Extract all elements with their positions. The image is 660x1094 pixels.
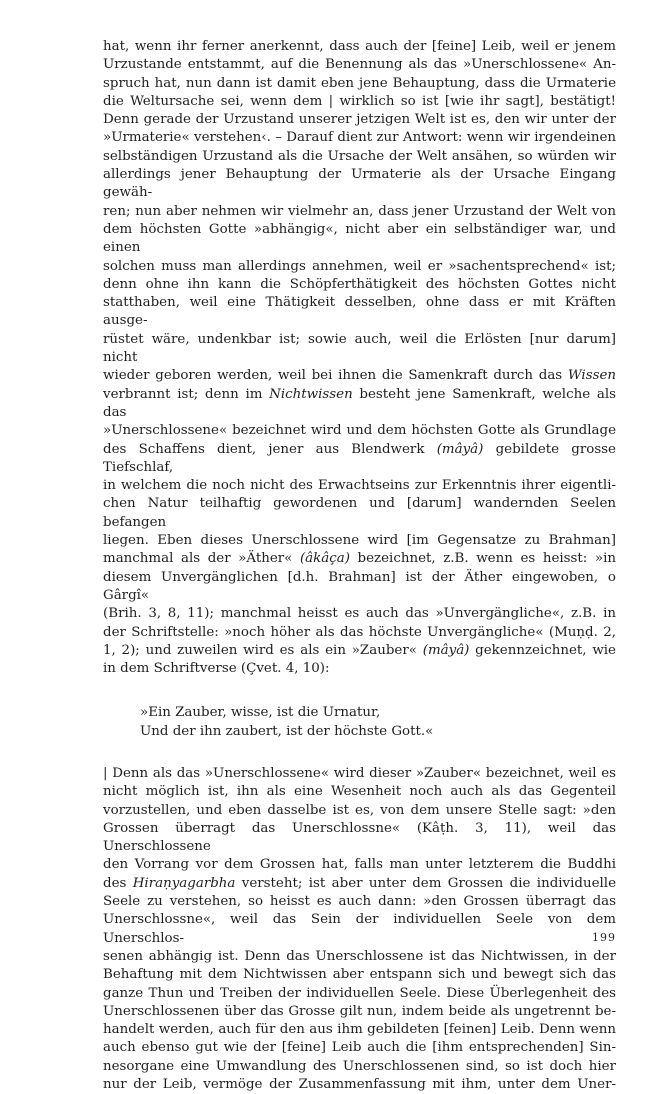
text-line: »Ein Zauber, wisse, ist die Urnatur,	[140, 705, 381, 721]
text-line: Behaftung mit dem Nichtwissen aber entspann sich und bewegt sich das	[103, 967, 616, 983]
text-line: 1, 2); und zuweilen wird es als ein »Zauber« (mâyâ) gekennzeichnet, wie	[103, 642, 616, 658]
paragraph-opening	[103, 38, 616, 678]
text-line: nesorgane eine Umwandlung des Unerschlossenen sind, so ist doch hier	[103, 1058, 616, 1074]
text-line: vorzustellen, und eben dasselbe ist es, von dem unsere Stelle sagt: »den	[103, 802, 616, 818]
text-line: wieder geboren werden, weil bei ihnen die Samenkraft durch das Wissen	[103, 368, 616, 384]
text-line: solchen muss man allerdings annehmen, weil er »sachentsprechend« ist;	[103, 258, 616, 274]
text-line: den Vorrang vor dem Grossen hat, falls man unter letzterem die Buddhi	[103, 857, 616, 873]
text-line: spruch hat, nun dann ist damit eben jene Behauptung, dass die Urmaterie	[103, 75, 616, 91]
text-line: Und der ihn zaubert, ist der höchste Gott.«	[140, 723, 434, 739]
text-line: auch ebenso gut wie der [feine] Leib auch die [ihm entsprechenden] Sin-	[103, 1040, 616, 1056]
text-line: Seele zu verstehen, so heisst es auch dann: »den Grossen überragt das	[103, 894, 616, 910]
text-line: handelt werden, auch für den aus ihm gebildeten [feinen] Leib. Denn wenn	[103, 1022, 616, 1038]
text-line: ren; nun aber nehmen wir vielmehr an, dass jener Urzustand der Welt von	[103, 203, 616, 219]
text-line: senen abhängig ist. Denn das Unerschlossene ist das Nichtwissen, in der	[103, 948, 616, 964]
text-line: Unerschlossne«, weil das Sein der individuellen Seele von dem Unerschlos-	[103, 912, 616, 946]
text-line: manchmal als der »Äther« (âkâça) bezeichnet, z.B. wenn es heisst: »in	[103, 551, 616, 567]
page-number: 199	[592, 931, 616, 944]
text-line: Grossen überragt das Unerschlossne« (Kâṭh. 3, 11), weil das Unerschlossene	[103, 820, 616, 855]
text-line: liegen. Eben dieses Unerschlossene wird [im Gegensatze zu Brahman]	[103, 533, 616, 549]
text-line: statthaben, weil eine Thätigkeit desselben, ohne dass er mit Kräften ausge-	[103, 295, 616, 329]
text-line: chen Natur teilhaftig gewordenen und [darum] wandernden Seelen befangen	[103, 496, 616, 530]
paragraph-closing	[103, 765, 616, 1094]
text-line: rüstet wäre, undenkbar ist; sowie auch, weil die Erlösten [nur darum] nicht	[103, 331, 616, 366]
text-line: »Urmaterie« verstehen‹. – Darauf dient zur Antwort: wenn wir irgendeinen	[103, 130, 616, 146]
text-line: selbständigen Urzustand als die Ursache der Welt ansähen, so würden wir	[103, 148, 616, 164]
text-line: Urzustande entstammt, auf die Benennung als das »Unerschlossene« An-	[103, 57, 616, 73]
text-line: Unerschlossenen über das Grosse gilt nun, indem beide als ungetrennt be-	[103, 1003, 616, 1019]
text-line: allerdings jener Behauptung der Urmaterie als der Ursache Eingang gewäh-	[103, 167, 616, 201]
text-line: hat, wenn ihr ferner anerkennt, dass auch der [feine] Leib, weil er jenem	[103, 39, 616, 54]
text-line: verbrannt ist; denn im Nichtwissen besteht jene Samenkraft, welche als das	[103, 386, 616, 420]
text-line: nur der Leib, vermöge der Zusammenfassung mit ihm, unter dem Uner-	[103, 1077, 616, 1093]
text-line: des Hiraṇyagarbha versteht; ist aber unter dem Grossen die individuelle	[103, 875, 617, 891]
text-line: in welchem die noch nicht des Erwachtseins zur Erkenntnis ihrer eigentli-	[103, 478, 616, 494]
text-line: in dem Schriftverse (Çvet. 4, 10):	[103, 661, 330, 677]
text-line: die Weltursache sei, wenn dem | wirklich so ist [wie ihr sagt], bestätigt!	[103, 93, 616, 109]
text-line: denn ohne ihn kann die Schöpferthätigkeit des höchsten Gottes nicht	[103, 276, 616, 292]
text-line: der Schriftstelle: »noch höher als das höchste Unvergängliche« (Muṇḍ. 2,	[103, 624, 616, 640]
text-line: des Schaffens dient, jener aus Blendwerk (mâyâ) gebildete grosse Tiefschlaf,	[103, 441, 616, 475]
text-line: ganze Thun und Treiben der individuellen Seele. Diese Überlegenheit des	[103, 985, 616, 1001]
text-line: Denn gerade der Urzustand unserer jetzigen Welt ist es, den wir unter der	[103, 112, 616, 128]
text-line: | Denn als das »Unerschlossene« wird dieser »Zauber« bezeichnet, weil es	[103, 765, 616, 781]
verse-quote	[140, 704, 616, 741]
text-line: (Brih. 3, 8, 11); manchmal heisst es auch das »Unvergängliche«, z.B. in	[103, 606, 616, 622]
text-line: dem höchsten Gotte »abhängig«, nicht aber ein selbständiger war, und einen	[103, 221, 616, 256]
text-line: nicht möglich ist, ihn als eine Wesenheit noch auch als das Gegenteil	[103, 784, 616, 800]
text-line: »Unerschlossene« bezeichnet wird und dem höchsten Gotte als Grundlage	[103, 423, 616, 439]
text-line: diesem Unvergänglichen [d.h. Brahman] ist der Äther eingewoben, o Gârgî«	[103, 569, 616, 603]
